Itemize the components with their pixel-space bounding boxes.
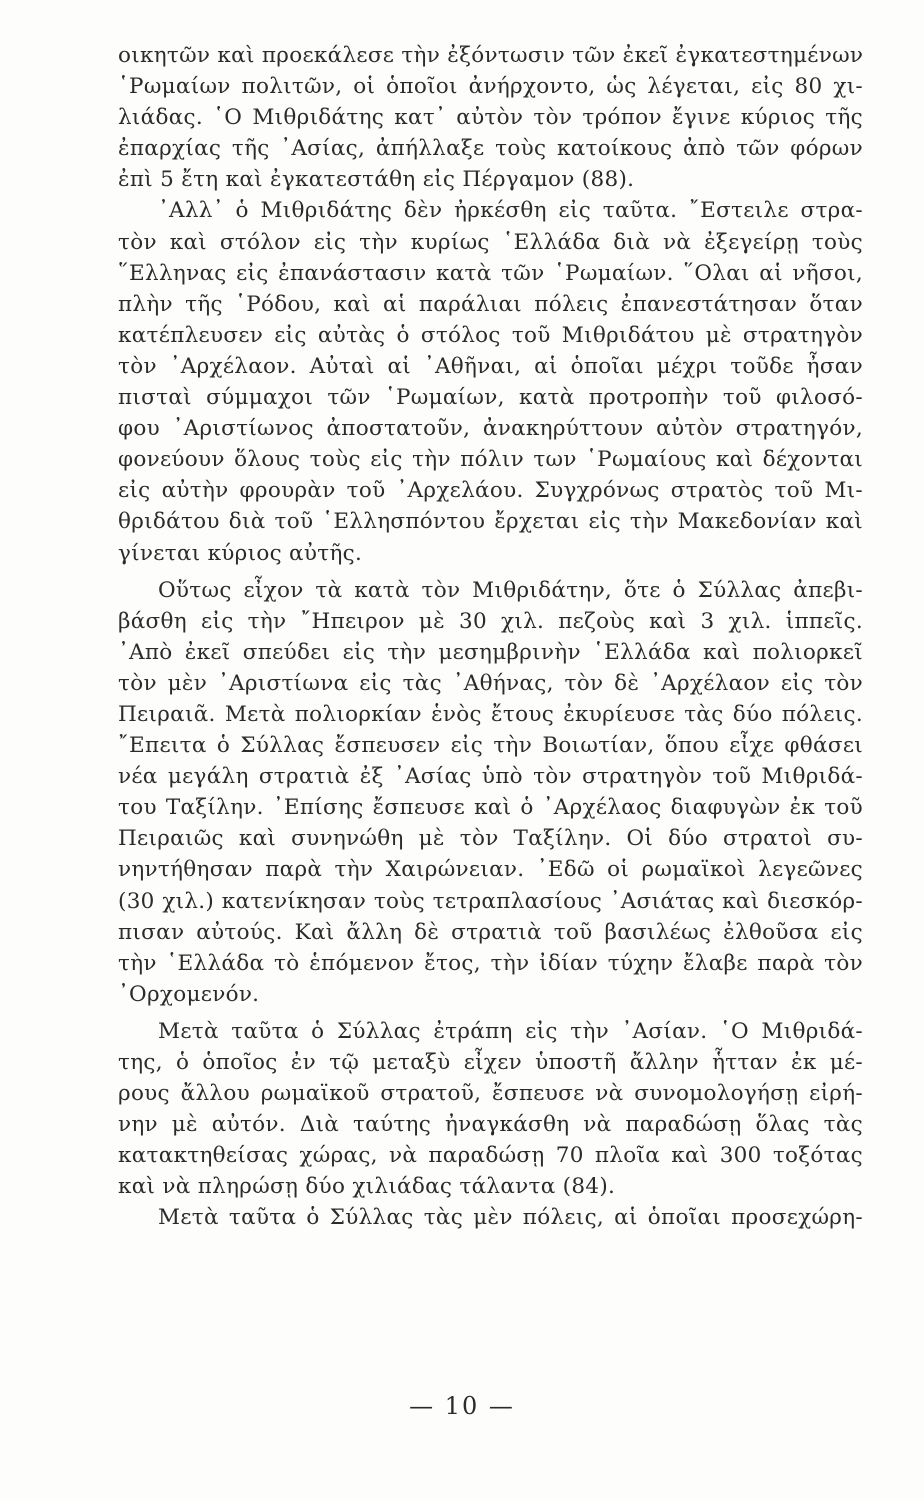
text-line: πισταὶ σύμμαχοι τῶν ῾Ρωμαίων, κατὰ προτροπὴν τοῦ φιλοσό- xyxy=(118,385,863,411)
text-line: Πειραιᾶ. Μετὰ πολιορκίαν ἑνὸς ἔτους ἐκυρίευσε τὰς δύο πόλεις. xyxy=(118,701,863,727)
text-line: βάσθη εἰς τὴν ῎Ηπειρον μὲ 30 χιλ. πεζοὺς καὶ 3 χιλ. ἱππεῖς. xyxy=(118,608,863,634)
text-line: φου ᾽Αριστίωνος ἀποστατοῦν, ἀνακηρύττουν αὐτὸν στρατηγόν, xyxy=(118,416,863,442)
text-line: ρους ἄλλου ρωμαϊκοῦ στρατοῦ, ἔσπευσε νὰ συνομολογήσῃ εἰρή- xyxy=(118,1081,863,1107)
text-line: ῾Ρωμαίων πολιτῶν, οἱ ὁποῖοι ἀνήρχοντο, ὡς λέγεται, εἰς 80 χι- xyxy=(118,74,863,100)
text-line: της, ὁ ὁποῖος ἐν τῷ μεταξὺ εἶχεν ὑποστῆ ἄλλην ἧτταν ἐκ μέ- xyxy=(118,1050,863,1075)
text-line: ᾽Αλλ᾽ ὁ Μιθριδάτης δὲν ἠρκέσθη εἰς ταῦτα. ῎Εστειλε στρα- xyxy=(158,198,863,224)
text-line: του Ταξίλην. ᾽Επίσης ἔσπευσε καὶ ὁ ᾽Αρχέλαος διαφυγὼν ἐκ τοῦ xyxy=(118,795,863,821)
paragraph xyxy=(118,40,863,195)
text-line: κατέπλευσεν εἰς αὐτὰς ὁ στόλος τοῦ Μιθριδάτου μὲ στρατηγὸν xyxy=(118,322,863,348)
text-line: γίνεται κύριος αὐτῆς. xyxy=(118,540,363,566)
text-line: (30 χιλ.) κατενίκησαν τοὺς τετραπλασίους ᾽Ασιάτας καὶ διεσκόρ- xyxy=(118,888,863,914)
text-line: νέα μεγάλη στρατιὰ ἐξ ᾽Ασίας ὑπὸ τὸν στρατηγὸν τοῦ Μιθριδά- xyxy=(118,764,863,790)
paragraph xyxy=(118,195,863,568)
text-line: τὸν ᾽Αρχέλαον. Αὐταὶ αἱ ᾽Αθῆναι, αἱ ὁποῖαι μέχρι τοῦδε ἦσαν xyxy=(118,353,863,379)
text-line: οικητῶν καὶ προεκάλεσε τὴν ἐξόντωσιν τῶν ἐκεῖ ἐγκατεστημένων xyxy=(118,43,863,68)
text-line: νην μὲ αὐτόν. Διὰ ταύτης ἠναγκάσθη νὰ παραδώσῃ ὅλας τὰς xyxy=(118,1112,863,1138)
text-line: ᾽Απὸ ἐκεῖ σπεύδει εἰς τὴν μεσημβρινὴν ῾Ελλάδα καὶ πολιορκεῖ xyxy=(118,639,863,665)
text-line: τὸν καὶ στόλον εἰς τὴν κυρίως ῾Ελλάδα διὰ νὰ ἐξεγείρῃ τοὺς xyxy=(118,229,863,255)
text-line: ἐπαρχίας τῆς ᾽Ασίας, ἀπήλλαξε τοὺς κατοίκους ἀπὸ τῶν φόρων xyxy=(118,136,863,162)
paragraph xyxy=(118,575,863,1010)
text-line: ἐπὶ 5 ἔτη καὶ ἐγκατεστάθη εἰς Πέργαμον (88). xyxy=(118,167,635,193)
text-line: τὸν μὲν ᾽Αριστίωνα εἰς τὰς ᾽Αθήνας, τὸν δὲ ᾽Αρχέλαον εἰς τὸν xyxy=(118,670,863,696)
paragraph xyxy=(118,1016,863,1203)
body-text xyxy=(118,40,863,1234)
paragraph xyxy=(118,1202,863,1233)
text-line: νηντήθησαν παρὰ τὴν Χαιρώνειαν. ᾽Εδῶ οἱ ρωμαϊκοὶ λεγεῶνες xyxy=(118,857,863,883)
text-line: πλὴν τῆς ῾Ρόδου, καὶ αἱ παράλιαι πόλεις ἐπανεστάτησαν ὅταν xyxy=(118,291,863,317)
text-line: καὶ νὰ πληρώσῃ δύο χιλιάδας τάλαντα (84). xyxy=(118,1174,616,1200)
text-line: ῞Ελληνας εἰς ἐπανάστασιν κατὰ τῶν ῾Ρωμαίων. ῞Ολαι αἱ νῆσοι, xyxy=(118,260,863,286)
text-line: Οὕτως εἶχον τὰ κατὰ τὸν Μιθριδάτην, ὅτε ὁ Σύλλας ἀπεβι- xyxy=(158,577,863,603)
text-line: ᾽Ορχομενόν. xyxy=(118,981,260,1007)
text-line: εἰς αὐτὴν φρουρὰν τοῦ ᾽Αρχελάου. Συγχρόνως στρατὸς τοῦ Μι- xyxy=(118,478,863,504)
text-line: Μετὰ ταῦτα ὁ Σύλλας τὰς μὲν πόλεις, αἱ ὁποῖαι προσεχώρη- xyxy=(158,1205,863,1231)
text-line: ῎Επειτα ὁ Σύλλας ἔσπευσεν εἰς τὴν Βοιωτίαν, ὅπου εἶχε φθάσει xyxy=(118,733,863,759)
text-line: κατακτηθείσας χώρας, νὰ παραδώσῃ 70 πλοῖα καὶ 300 τοξότας xyxy=(118,1143,863,1169)
text-line: τὴν ῾Ελλάδα τὸ ἑπόμενον ἔτος, τὴν ἰδίαν τύχην ἔλαβε παρὰ τὸν xyxy=(118,950,863,976)
text-line: Μετὰ ταῦτα ὁ Σύλλας ἐτράπη εἰς τὴν ᾽Ασίαν. ῾Ο Μιθριδά- xyxy=(158,1018,863,1044)
text-line: λιάδας. ῾Ο Μιθριδάτης κατ᾽ αὐτὸν τὸν τρόπον ἔγινε κύριος τῆς xyxy=(118,105,863,131)
text-line: Πειραιῶς καὶ συνηνώθη μὲ τὸν Ταξίλην. Οἱ δύο στρατοὶ συ- xyxy=(118,826,863,852)
text-line: θριδάτου διὰ τοῦ ῾Ελλησπόντου ἔρχεται εἰς τὴν Μακεδονίαν καὶ xyxy=(118,509,863,535)
text-line: φονεύουν ὅλους τοὺς εἰς τὴν πόλιν των ῾Ρωμαίους καὶ δέχονται xyxy=(118,447,863,473)
text-line: πισαν αὐτούς. Καὶ ἄλλη δὲ στρατιὰ τοῦ βασιλέως ἐλθοῦσα εἰς xyxy=(118,919,863,945)
page-number: — 10 — xyxy=(409,1392,515,1420)
